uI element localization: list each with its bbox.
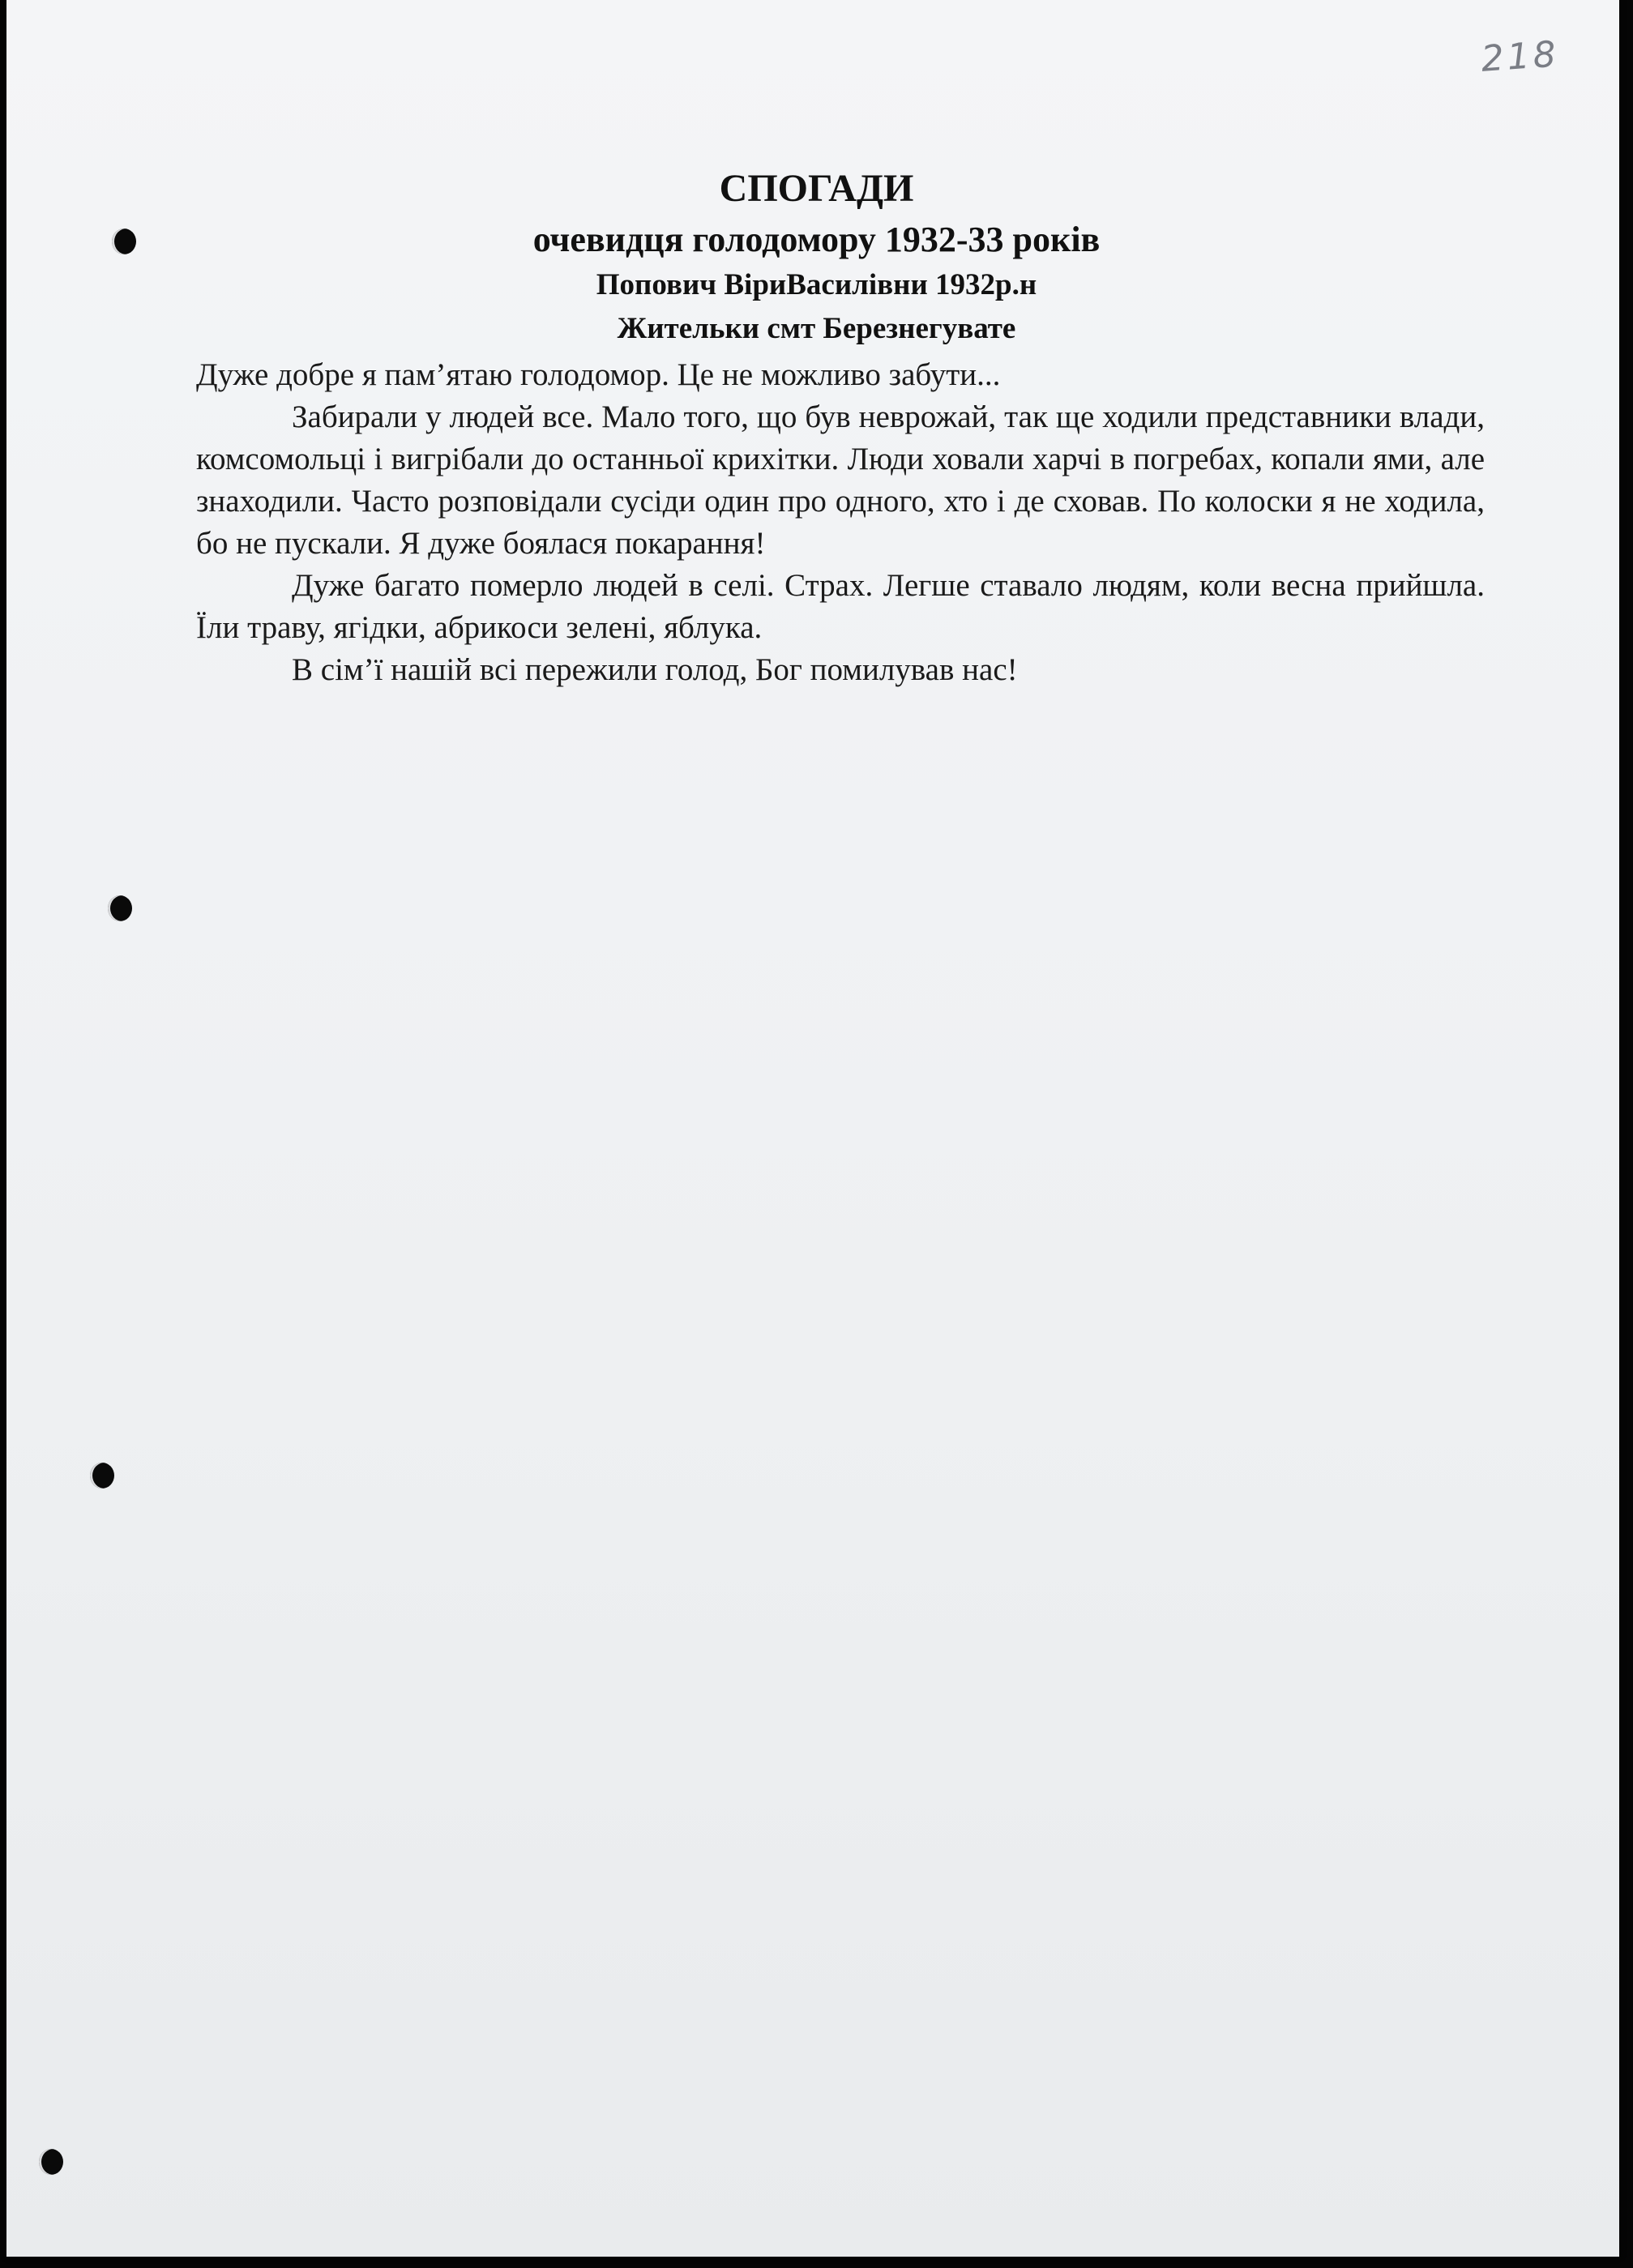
document-title: СПОГАДИ — [719, 167, 914, 210]
punch-hole — [90, 1463, 114, 1489]
witness-residence: Жительки смт Березнегувате — [617, 312, 1016, 345]
document-subtitle: очевидця голодомору 1932-33 років — [532, 220, 1101, 259]
paragraph: В сім’ї нашій всі пережили голод, Бог помилував нас! — [292, 652, 1018, 687]
punch-hole — [39, 2149, 63, 2175]
memoir-text — [196, 354, 1485, 691]
paragraph: Забирали у людей все. Мало того, що був неврожай, так ще ходили представники влади, комсомольці і вигрібали до останньої крихітки. Люди ховали харчі в погребах, копали ями, але знаходили. Часто розповідали сусіди один про одного, хто і де сховав. По колоски я не ходила, бо не пускали. Я дуже боялася покарання! — [196, 399, 1485, 561]
page-number: 218 — [1480, 33, 1561, 80]
punch-hole — [108, 895, 132, 921]
paragraph: Дуже добре я пам’ятаю голодомор. Це не можливо забути... — [196, 357, 1001, 392]
paragraph: Дуже багато померло людей в селі. Страх. Легше ставало людям, коли весна прийшла. Їли траву, ягідки, абрикоси зелені, яблука. — [196, 568, 1485, 645]
witness-name: Попович ВіриВасилівни 1932р.н — [596, 268, 1037, 301]
